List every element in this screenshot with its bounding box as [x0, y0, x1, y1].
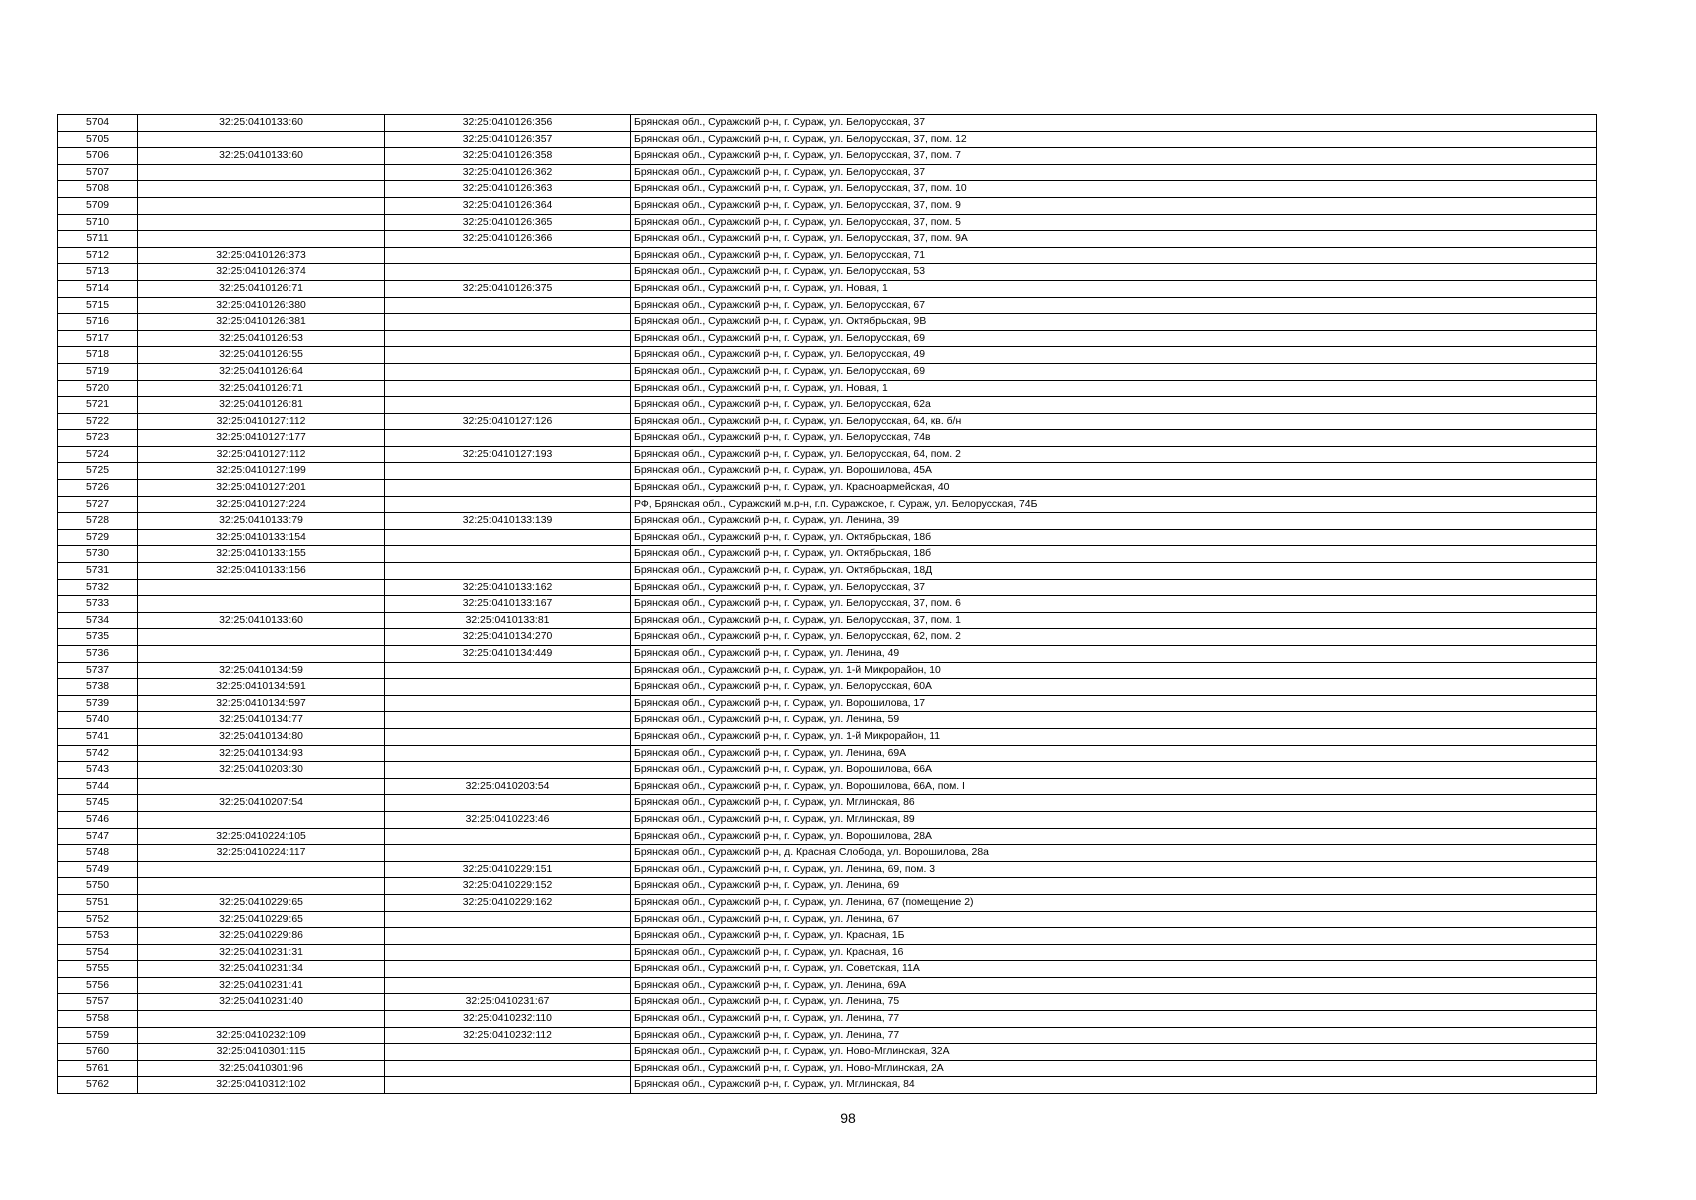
table-row	[58, 894, 1597, 911]
land-plot-cadastral-number-cell: 32:25:0410127:224	[138, 496, 385, 513]
table-row	[58, 1077, 1597, 1094]
table-row	[58, 513, 1597, 530]
address-cell: Брянская обл., Суражский р-н, г. Сураж, ул. Советская, 11А	[631, 961, 1597, 978]
building-cadastral-number-cell	[385, 347, 631, 364]
building-cadastral-number-cell: 32:25:0410133:139	[385, 513, 631, 530]
table-row	[58, 330, 1597, 347]
table-row	[58, 712, 1597, 729]
row-number-cell: 5705	[58, 131, 138, 148]
row-number-cell: 5751	[58, 894, 138, 911]
address-cell: Брянская обл., Суражский р-н, г. Сураж, ул. Белорусская, 69	[631, 330, 1597, 347]
land-plot-cadastral-number-cell: 32:25:0410134:80	[138, 728, 385, 745]
row-number-cell: 5709	[58, 197, 138, 214]
address-cell: Брянская обл., Суражский р-н, г. Сураж, ул. Белорусская, 37	[631, 164, 1597, 181]
land-plot-cadastral-number-cell	[138, 811, 385, 828]
table-row	[58, 1044, 1597, 1061]
row-number-cell: 5708	[58, 181, 138, 198]
row-number-cell: 5704	[58, 115, 138, 132]
table-row	[58, 911, 1597, 928]
row-number-cell: 5736	[58, 646, 138, 663]
building-cadastral-number-cell	[385, 928, 631, 945]
address-cell: Брянская обл., Суражский р-н, г. Сураж, ул. Белорусская, 53	[631, 264, 1597, 281]
table-row	[58, 679, 1597, 696]
row-number-cell: 5710	[58, 214, 138, 231]
address-cell: Брянская обл., Суражский р-н, г. Сураж, ул. Мглинская, 84	[631, 1077, 1597, 1094]
row-number-cell: 5727	[58, 496, 138, 513]
land-plot-cadastral-number-cell: 32:25:0410134:59	[138, 662, 385, 679]
table-row	[58, 197, 1597, 214]
land-plot-cadastral-number-cell	[138, 214, 385, 231]
land-plot-cadastral-number-cell: 32:25:0410232:109	[138, 1027, 385, 1044]
row-number-cell: 5752	[58, 911, 138, 928]
address-cell: Брянская обл., Суражский р-н, г. Сураж, ул. Белорусская, 37	[631, 579, 1597, 596]
land-plot-cadastral-number-cell	[138, 181, 385, 198]
registry-body	[58, 115, 1597, 1094]
address-cell: Брянская обл., Суражский р-н, г. Сураж, ул. Ленина, 69А	[631, 745, 1597, 762]
land-plot-cadastral-number-cell: 32:25:0410207:54	[138, 795, 385, 812]
row-number-cell: 5750	[58, 878, 138, 895]
row-number-cell: 5758	[58, 1011, 138, 1028]
building-cadastral-number-cell	[385, 546, 631, 563]
building-cadastral-number-cell	[385, 247, 631, 264]
table-row	[58, 612, 1597, 629]
address-cell: Брянская обл., Суражский р-н, г. Сураж, ул. Белорусская, 67	[631, 297, 1597, 314]
table-row	[58, 247, 1597, 264]
address-cell: Брянская обл., Суражский р-н, г. Сураж, ул. Ленина, 49	[631, 646, 1597, 663]
building-cadastral-number-cell	[385, 330, 631, 347]
building-cadastral-number-cell: 32:25:0410203:54	[385, 778, 631, 795]
address-cell: Брянская обл., Суражский р-н, г. Сураж, ул. Ленина, 69	[631, 878, 1597, 895]
address-cell: Брянская обл., Суражский р-н, г. Сураж, ул. Ленина, 69А	[631, 977, 1597, 994]
address-cell: Брянская обл., Суражский р-н, г. Сураж, ул. Ленина, 39	[631, 513, 1597, 530]
table-row	[58, 1011, 1597, 1028]
table-row	[58, 380, 1597, 397]
building-cadastral-number-cell: 32:25:0410133:162	[385, 579, 631, 596]
address-cell: Брянская обл., Суражский р-н, г. Сураж, ул. Красная, 1Б	[631, 928, 1597, 945]
building-cadastral-number-cell	[385, 1077, 631, 1094]
address-cell: РФ, Брянская обл., Суражский м.р-н, г.п. Суражское, г. Сураж, ул. Белорусская, 74Б	[631, 496, 1597, 513]
building-cadastral-number-cell	[385, 363, 631, 380]
land-plot-cadastral-number-cell: 32:25:0410229:65	[138, 911, 385, 928]
land-plot-cadastral-number-cell: 32:25:0410126:53	[138, 330, 385, 347]
address-cell: Брянская обл., Суражский р-н, г. Сураж, ул. Ворошилова, 17	[631, 695, 1597, 712]
address-cell: Брянская обл., Суражский р-н, г. Сураж, ул. Белорусская, 64, кв. б/н	[631, 413, 1597, 430]
land-plot-cadastral-number-cell: 32:25:0410231:40	[138, 994, 385, 1011]
address-cell: Брянская обл., Суражский р-н, г. Сураж, ул. Ленина, 67	[631, 911, 1597, 928]
land-plot-cadastral-number-cell: 32:25:0410224:105	[138, 828, 385, 845]
building-cadastral-number-cell	[385, 430, 631, 447]
table-row	[58, 314, 1597, 331]
land-plot-cadastral-number-cell	[138, 579, 385, 596]
row-number-cell: 5734	[58, 612, 138, 629]
row-number-cell: 5754	[58, 944, 138, 961]
land-plot-cadastral-number-cell: 32:25:0410312:102	[138, 1077, 385, 1094]
address-cell: Брянская обл., Суражский р-н, г. Сураж, ул. Мглинская, 89	[631, 811, 1597, 828]
land-plot-cadastral-number-cell: 32:25:0410133:79	[138, 513, 385, 530]
row-number-cell: 5756	[58, 977, 138, 994]
building-cadastral-number-cell	[385, 397, 631, 414]
address-cell: Брянская обл., Суражский р-н, г. Сураж, ул. Октябрьская, 18б	[631, 529, 1597, 546]
table-row	[58, 264, 1597, 281]
address-cell: Брянская обл., Суражский р-н, г. Сураж, ул. Белорусская, 37, пом. 10	[631, 181, 1597, 198]
row-number-cell: 5718	[58, 347, 138, 364]
table-row	[58, 115, 1597, 132]
table-row	[58, 845, 1597, 862]
row-number-cell: 5732	[58, 579, 138, 596]
land-plot-cadastral-number-cell	[138, 231, 385, 248]
address-cell: Брянская обл., Суражский р-н, г. Сураж, ул. Ленина, 77	[631, 1027, 1597, 1044]
address-cell: Брянская обл., Суражский р-н, г. Сураж, ул. Белорусская, 37, пом. 9А	[631, 231, 1597, 248]
row-number-cell: 5762	[58, 1077, 138, 1094]
row-number-cell: 5717	[58, 330, 138, 347]
land-plot-cadastral-number-cell: 32:25:0410133:60	[138, 115, 385, 132]
row-number-cell: 5757	[58, 994, 138, 1011]
address-cell: Брянская обл., Суражский р-н, г. Сураж, ул. Белорусская, 37, пом. 9	[631, 197, 1597, 214]
building-cadastral-number-cell	[385, 1044, 631, 1061]
address-cell: Брянская обл., Суражский р-н, г. Сураж, ул. Мглинская, 86	[631, 795, 1597, 812]
land-plot-cadastral-number-cell: 32:25:0410229:65	[138, 894, 385, 911]
address-cell: Брянская обл., Суражский р-н, г. Сураж, ул. Ворошилова, 45А	[631, 463, 1597, 480]
land-plot-cadastral-number-cell: 32:25:0410127:177	[138, 430, 385, 447]
row-number-cell: 5753	[58, 928, 138, 945]
land-plot-cadastral-number-cell: 32:25:0410126:71	[138, 280, 385, 297]
table-row	[58, 363, 1597, 380]
address-cell: Брянская обл., Суражский р-н, г. Сураж, ул. Белорусская, 37, пом. 6	[631, 596, 1597, 613]
address-cell: Брянская обл., Суражский р-н, г. Сураж, ул. Белорусская, 74в	[631, 430, 1597, 447]
building-cadastral-number-cell: 32:25:0410126:364	[385, 197, 631, 214]
building-cadastral-number-cell: 32:25:0410133:167	[385, 596, 631, 613]
address-cell: Брянская обл., Суражский р-н, г. Сураж, ул. Белорусская, 62а	[631, 397, 1597, 414]
address-cell: Брянская обл., Суражский р-н, г. Сураж, ул. Ворошилова, 66А, пом. I	[631, 778, 1597, 795]
table-row	[58, 413, 1597, 430]
land-plot-cadastral-number-cell: 32:25:0410126:64	[138, 363, 385, 380]
address-cell: Брянская обл., Суражский р-н, г. Сураж, ул. 1-й Микрорайон, 11	[631, 728, 1597, 745]
building-cadastral-number-cell: 32:25:0410126:366	[385, 231, 631, 248]
land-plot-cadastral-number-cell	[138, 131, 385, 148]
building-cadastral-number-cell	[385, 728, 631, 745]
land-plot-cadastral-number-cell	[138, 596, 385, 613]
row-number-cell: 5749	[58, 861, 138, 878]
table-row	[58, 811, 1597, 828]
land-plot-cadastral-number-cell: 32:25:0410231:41	[138, 977, 385, 994]
building-cadastral-number-cell: 32:25:0410231:67	[385, 994, 631, 1011]
building-cadastral-number-cell: 32:25:0410126:357	[385, 131, 631, 148]
address-cell: Брянская обл., Суражский р-н, г. Сураж, ул. Ново-Мглинская, 32А	[631, 1044, 1597, 1061]
table-row	[58, 231, 1597, 248]
land-plot-cadastral-number-cell	[138, 164, 385, 181]
land-plot-cadastral-number-cell: 32:25:0410127:112	[138, 446, 385, 463]
building-cadastral-number-cell: 32:25:0410126:358	[385, 148, 631, 165]
row-number-cell: 5722	[58, 413, 138, 430]
table-row	[58, 944, 1597, 961]
address-cell: Брянская обл., Суражский р-н, г. Сураж, ул. Ворошилова, 66А	[631, 762, 1597, 779]
row-number-cell: 5723	[58, 430, 138, 447]
land-plot-cadastral-number-cell: 32:25:0410127:199	[138, 463, 385, 480]
building-cadastral-number-cell	[385, 977, 631, 994]
row-number-cell: 5707	[58, 164, 138, 181]
building-cadastral-number-cell: 32:25:0410134:270	[385, 629, 631, 646]
building-cadastral-number-cell: 32:25:0410127:126	[385, 413, 631, 430]
building-cadastral-number-cell	[385, 961, 631, 978]
table-row	[58, 347, 1597, 364]
land-plot-cadastral-number-cell: 32:25:0410229:86	[138, 928, 385, 945]
building-cadastral-number-cell	[385, 795, 631, 812]
land-plot-cadastral-number-cell: 32:25:0410126:373	[138, 247, 385, 264]
address-cell: Брянская обл., Суражский р-н, г. Сураж, ул. Белорусская, 69	[631, 363, 1597, 380]
address-cell: Брянская обл., Суражский р-н, д. Красная Слобода, ул. Ворошилова, 28а	[631, 845, 1597, 862]
table-row	[58, 596, 1597, 613]
land-plot-cadastral-number-cell: 32:25:0410127:201	[138, 480, 385, 497]
row-number-cell: 5747	[58, 828, 138, 845]
table-row	[58, 430, 1597, 447]
land-plot-cadastral-number-cell	[138, 646, 385, 663]
address-cell: Брянская обл., Суражский р-н, г. Сураж, ул. Белорусская, 37, пом. 7	[631, 148, 1597, 165]
address-cell: Брянская обл., Суражский р-н, г. Сураж, ул. Ленина, 67 (помещение 2)	[631, 894, 1597, 911]
building-cadastral-number-cell: 32:25:0410229:152	[385, 878, 631, 895]
building-cadastral-number-cell: 32:25:0410229:151	[385, 861, 631, 878]
table-row	[58, 795, 1597, 812]
table-row	[58, 563, 1597, 580]
row-number-cell: 5739	[58, 695, 138, 712]
row-number-cell: 5716	[58, 314, 138, 331]
row-number-cell: 5755	[58, 961, 138, 978]
land-plot-cadastral-number-cell: 32:25:0410231:34	[138, 961, 385, 978]
land-plot-cadastral-number-cell: 32:25:0410134:591	[138, 679, 385, 696]
building-cadastral-number-cell: 32:25:0410223:46	[385, 811, 631, 828]
land-plot-cadastral-number-cell: 32:25:0410203:30	[138, 762, 385, 779]
address-cell: Брянская обл., Суражский р-н, г. Сураж, ул. Ленина, 69, пом. 3	[631, 861, 1597, 878]
table-row	[58, 994, 1597, 1011]
address-cell: Брянская обл., Суражский р-н, г. Сураж, ул. Ворошилова, 28А	[631, 828, 1597, 845]
land-plot-cadastral-number-cell: 32:25:0410126:381	[138, 314, 385, 331]
land-plot-cadastral-number-cell: 32:25:0410133:154	[138, 529, 385, 546]
page-number: 98	[840, 1110, 856, 1126]
building-cadastral-number-cell	[385, 845, 631, 862]
building-cadastral-number-cell	[385, 762, 631, 779]
address-cell: Брянская обл., Суражский р-н, г. Сураж, ул. Ленина, 59	[631, 712, 1597, 729]
building-cadastral-number-cell	[385, 563, 631, 580]
row-number-cell: 5743	[58, 762, 138, 779]
address-cell: Брянская обл., Суражский р-н, г. Сураж, ул. Белорусская, 37, пом. 5	[631, 214, 1597, 231]
row-number-cell: 5759	[58, 1027, 138, 1044]
row-number-cell: 5724	[58, 446, 138, 463]
land-plot-cadastral-number-cell	[138, 197, 385, 214]
row-number-cell: 5735	[58, 629, 138, 646]
table-row	[58, 446, 1597, 463]
address-cell: Брянская обл., Суражский р-н, г. Сураж, ул. Новая, 1	[631, 380, 1597, 397]
land-plot-cadastral-number-cell: 32:25:0410126:71	[138, 380, 385, 397]
land-plot-cadastral-number-cell	[138, 861, 385, 878]
address-cell: Брянская обл., Суражский р-н, г. Сураж, ул. Белорусская, 49	[631, 347, 1597, 364]
table-row	[58, 1060, 1597, 1077]
building-cadastral-number-cell	[385, 463, 631, 480]
building-cadastral-number-cell	[385, 380, 631, 397]
row-number-cell: 5733	[58, 596, 138, 613]
table-row	[58, 828, 1597, 845]
land-plot-cadastral-number-cell	[138, 629, 385, 646]
address-cell: Брянская обл., Суражский р-н, г. Сураж, ул. Красная, 16	[631, 944, 1597, 961]
land-plot-cadastral-number-cell: 32:25:0410126:380	[138, 297, 385, 314]
table-row	[58, 861, 1597, 878]
table-row	[58, 878, 1597, 895]
building-cadastral-number-cell: 32:25:0410126:375	[385, 280, 631, 297]
land-plot-cadastral-number-cell: 32:25:0410126:374	[138, 264, 385, 281]
address-cell: Брянская обл., Суражский р-н, г. Сураж, ул. Ново-Мглинская, 2А	[631, 1060, 1597, 1077]
building-cadastral-number-cell	[385, 745, 631, 762]
row-number-cell: 5728	[58, 513, 138, 530]
land-plot-cadastral-number-cell: 32:25:0410126:81	[138, 397, 385, 414]
address-cell: Брянская обл., Суражский р-н, г. Сураж, ул. Белорусская, 37	[631, 115, 1597, 132]
table-row	[58, 131, 1597, 148]
row-number-cell: 5713	[58, 264, 138, 281]
table-row	[58, 397, 1597, 414]
row-number-cell: 5760	[58, 1044, 138, 1061]
building-cadastral-number-cell: 32:25:0410127:193	[385, 446, 631, 463]
table-row	[58, 297, 1597, 314]
land-plot-cadastral-number-cell	[138, 878, 385, 895]
building-cadastral-number-cell: 32:25:0410126:362	[385, 164, 631, 181]
land-plot-cadastral-number-cell: 32:25:0410133:60	[138, 612, 385, 629]
land-plot-cadastral-number-cell: 32:25:0410133:155	[138, 546, 385, 563]
land-plot-cadastral-number-cell: 32:25:0410127:112	[138, 413, 385, 430]
table-row	[58, 762, 1597, 779]
address-cell: Брянская обл., Суражский р-н, г. Сураж, ул. Белорусская, 37, пом. 1	[631, 612, 1597, 629]
table-row	[58, 728, 1597, 745]
row-number-cell: 5748	[58, 845, 138, 862]
row-number-cell: 5737	[58, 662, 138, 679]
table-row	[58, 214, 1597, 231]
row-number-cell: 5740	[58, 712, 138, 729]
table-row	[58, 148, 1597, 165]
address-cell: Брянская обл., Суражский р-н, г. Сураж, ул. 1-й Микрорайон, 10	[631, 662, 1597, 679]
building-cadastral-number-cell: 32:25:0410126:356	[385, 115, 631, 132]
building-cadastral-number-cell	[385, 944, 631, 961]
table-row	[58, 745, 1597, 762]
table-row	[58, 977, 1597, 994]
building-cadastral-number-cell	[385, 297, 631, 314]
building-cadastral-number-cell: 32:25:0410229:162	[385, 894, 631, 911]
building-cadastral-number-cell: 32:25:0410133:81	[385, 612, 631, 629]
land-plot-cadastral-number-cell: 32:25:0410133:60	[138, 148, 385, 165]
table-row	[58, 496, 1597, 513]
address-cell: Брянская обл., Суражский р-н, г. Сураж, ул. Белорусская, 37, пом. 12	[631, 131, 1597, 148]
building-cadastral-number-cell	[385, 1060, 631, 1077]
row-number-cell: 5731	[58, 563, 138, 580]
address-cell: Брянская обл., Суражский р-н, г. Сураж, ул. Октябрьская, 18Д	[631, 563, 1597, 580]
table-row	[58, 961, 1597, 978]
table-row	[58, 280, 1597, 297]
table-row	[58, 164, 1597, 181]
row-number-cell: 5706	[58, 148, 138, 165]
table-row	[58, 928, 1597, 945]
registry-table	[57, 114, 1597, 1094]
building-cadastral-number-cell	[385, 314, 631, 331]
land-plot-cadastral-number-cell: 32:25:0410134:93	[138, 745, 385, 762]
address-cell: Брянская обл., Суражский р-н, г. Сураж, ул. Ленина, 77	[631, 1011, 1597, 1028]
table-row	[58, 629, 1597, 646]
table-row	[58, 480, 1597, 497]
land-plot-cadastral-number-cell: 32:25:0410301:115	[138, 1044, 385, 1061]
building-cadastral-number-cell	[385, 264, 631, 281]
table-row	[58, 546, 1597, 563]
land-plot-cadastral-number-cell: 32:25:0410134:77	[138, 712, 385, 729]
row-number-cell: 5742	[58, 745, 138, 762]
table-row	[58, 662, 1597, 679]
address-cell: Брянская обл., Суражский р-н, г. Сураж, ул. Октябрьская, 18б	[631, 546, 1597, 563]
table-row	[58, 695, 1597, 712]
row-number-cell: 5711	[58, 231, 138, 248]
land-plot-cadastral-number-cell	[138, 1011, 385, 1028]
land-plot-cadastral-number-cell: 32:25:0410134:597	[138, 695, 385, 712]
table-row	[58, 529, 1597, 546]
row-number-cell: 5761	[58, 1060, 138, 1077]
building-cadastral-number-cell: 32:25:0410134:449	[385, 646, 631, 663]
building-cadastral-number-cell	[385, 712, 631, 729]
row-number-cell: 5744	[58, 778, 138, 795]
address-cell: Брянская обл., Суражский р-н, г. Сураж, ул. Новая, 1	[631, 280, 1597, 297]
land-plot-cadastral-number-cell: 32:25:0410126:55	[138, 347, 385, 364]
table-row	[58, 1027, 1597, 1044]
land-plot-cadastral-number-cell	[138, 778, 385, 795]
table-row	[58, 181, 1597, 198]
row-number-cell: 5719	[58, 363, 138, 380]
address-cell: Брянская обл., Суражский р-н, г. Сураж, ул. Ленина, 75	[631, 994, 1597, 1011]
land-plot-cadastral-number-cell: 32:25:0410133:156	[138, 563, 385, 580]
address-cell: Брянская обл., Суражский р-н, г. Сураж, ул. Белорусская, 71	[631, 247, 1597, 264]
building-cadastral-number-cell	[385, 662, 631, 679]
land-plot-cadastral-number-cell: 32:25:0410301:96	[138, 1060, 385, 1077]
table-row	[58, 463, 1597, 480]
building-cadastral-number-cell: 32:25:0410126:363	[385, 181, 631, 198]
building-cadastral-number-cell	[385, 828, 631, 845]
row-number-cell: 5745	[58, 795, 138, 812]
building-cadastral-number-cell: 32:25:0410126:365	[385, 214, 631, 231]
building-cadastral-number-cell: 32:25:0410232:110	[385, 1011, 631, 1028]
row-number-cell: 5721	[58, 397, 138, 414]
building-cadastral-number-cell	[385, 496, 631, 513]
row-number-cell: 5730	[58, 546, 138, 563]
table-row	[58, 778, 1597, 795]
building-cadastral-number-cell	[385, 529, 631, 546]
row-number-cell: 5725	[58, 463, 138, 480]
building-cadastral-number-cell: 32:25:0410232:112	[385, 1027, 631, 1044]
row-number-cell: 5729	[58, 529, 138, 546]
address-cell: Брянская обл., Суражский р-н, г. Сураж, ул. Белорусская, 60А	[631, 679, 1597, 696]
table-row	[58, 579, 1597, 596]
address-cell: Брянская обл., Суражский р-н, г. Сураж, ул. Белорусская, 62, пом. 2	[631, 629, 1597, 646]
row-number-cell: 5746	[58, 811, 138, 828]
row-number-cell: 5720	[58, 380, 138, 397]
row-number-cell: 5712	[58, 247, 138, 264]
row-number-cell: 5738	[58, 679, 138, 696]
row-number-cell: 5726	[58, 480, 138, 497]
table-row	[58, 646, 1597, 663]
building-cadastral-number-cell	[385, 679, 631, 696]
row-number-cell: 5741	[58, 728, 138, 745]
building-cadastral-number-cell	[385, 695, 631, 712]
row-number-cell: 5715	[58, 297, 138, 314]
building-cadastral-number-cell	[385, 480, 631, 497]
land-plot-cadastral-number-cell: 32:25:0410231:31	[138, 944, 385, 961]
land-plot-cadastral-number-cell: 32:25:0410224:117	[138, 845, 385, 862]
building-cadastral-number-cell	[385, 911, 631, 928]
address-cell: Брянская обл., Суражский р-н, г. Сураж, ул. Красноармейская, 40	[631, 480, 1597, 497]
address-cell: Брянская обл., Суражский р-н, г. Сураж, ул. Октябрьская, 9В	[631, 314, 1597, 331]
row-number-cell: 5714	[58, 280, 138, 297]
address-cell: Брянская обл., Суражский р-н, г. Сураж, ул. Белорусская, 64, пом. 2	[631, 446, 1597, 463]
